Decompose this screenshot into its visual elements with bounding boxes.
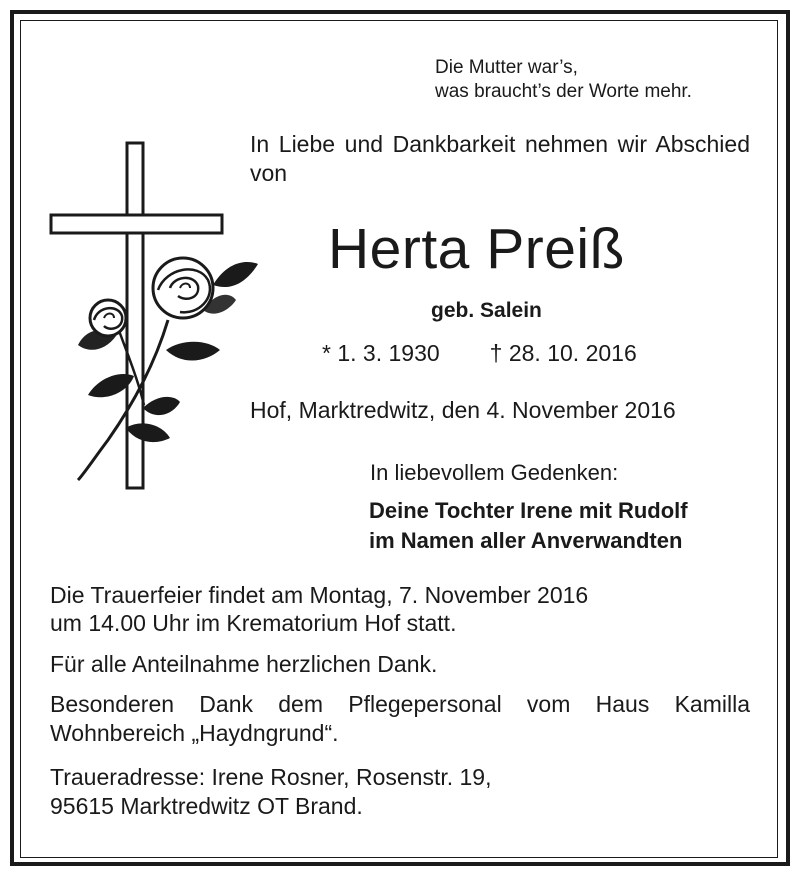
death-date: † 28. 10. 2016 xyxy=(489,340,637,366)
motto-line: Die Mutter war’s, xyxy=(435,57,578,78)
deceased-name: Herta Preiß xyxy=(328,217,625,281)
special-thanks: Besonderen Dank dem Pflegepersonal vom Haus Kamilla Wohnbereich „Haydngrund“. xyxy=(50,691,750,746)
address-line: 95615 Marktredwitz OT Brand. xyxy=(50,793,363,819)
funeral-line: um 14.00 Uhr im Krematorium Hof statt. xyxy=(50,610,457,636)
address-line: Traueradresse: Irene Rosner, Rosenstr. 19, xyxy=(50,764,492,790)
funeral-line: Die Trauerfeier findet am Montag, 7. November 2016 xyxy=(50,582,589,608)
cross-with-roses-icon xyxy=(48,140,260,495)
maiden-name: geb. Salein xyxy=(431,299,542,322)
motto xyxy=(435,56,692,104)
family-signature xyxy=(369,496,688,556)
family-line: im Namen aller Anverwandten xyxy=(369,528,683,553)
birth-date: * 1. 3. 1930 xyxy=(322,340,440,366)
place-date: Hof, Marktredwitz, den 4. November 2016 xyxy=(250,397,676,423)
thanks-text: Für alle Anteilnahme herzlichen Dank. xyxy=(50,651,438,677)
intro-text: In Liebe und Dankbarkeit nehmen wir Abschied von xyxy=(250,131,750,186)
funeral-notice xyxy=(50,581,588,637)
memory-line: In liebevollem Gedenken: xyxy=(370,460,619,485)
family-line: Deine Tochter Irene mit Rudolf xyxy=(369,498,688,523)
mourning-address xyxy=(50,763,491,821)
life-dates xyxy=(322,339,637,368)
motto-line: was braucht’s der Worte mehr. xyxy=(435,81,692,102)
